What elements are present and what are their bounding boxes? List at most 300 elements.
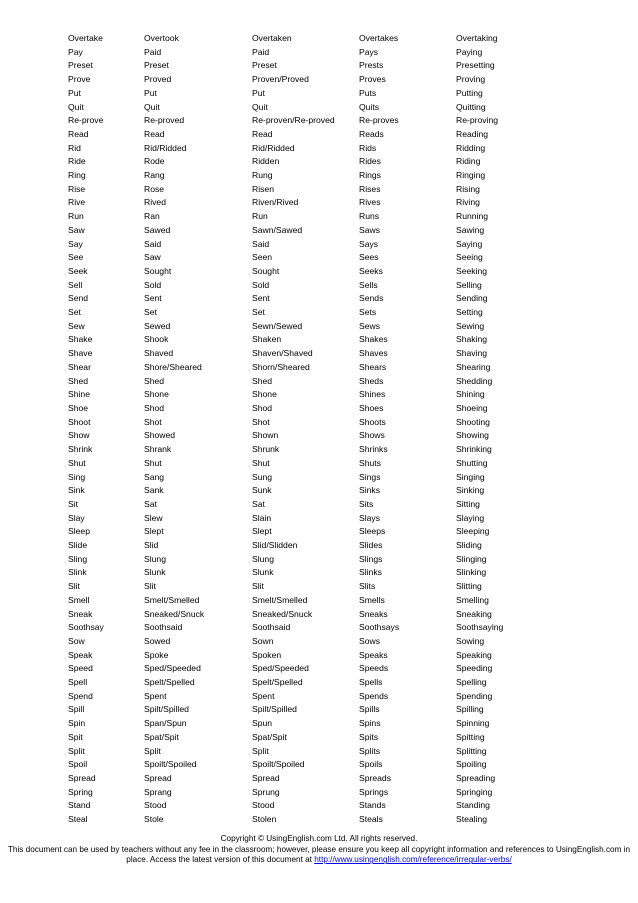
past-simple-cell: Sank	[144, 485, 164, 496]
third-person-cell: Springs	[359, 786, 389, 797]
base-form-cell: Quit	[68, 101, 84, 112]
base-form-cell: Spin	[68, 718, 86, 729]
third-person-cell: Sheds	[359, 375, 384, 386]
past-participle-cell: Preset	[252, 60, 277, 71]
past-simple-cell: Ran	[144, 211, 160, 222]
third-person-cell: Rises	[359, 183, 381, 194]
table-row	[68, 512, 546, 526]
past-simple-cell: Shot	[144, 416, 162, 427]
past-simple-cell: Said	[144, 238, 162, 249]
past-simple-cell: Paid	[144, 46, 162, 57]
third-person-cell: Rives	[359, 197, 381, 208]
past-participle-cell: Shed	[252, 375, 273, 386]
base-form-cell: Shine	[68, 389, 90, 400]
present-participle-cell: Shutting	[456, 457, 488, 468]
third-person-cell: Re-proves	[359, 115, 399, 126]
table-row	[68, 635, 546, 649]
present-participle-cell: Sowing	[456, 635, 485, 646]
past-participle-cell: Spat/Spit	[252, 731, 287, 742]
base-form-cell: Sow	[68, 635, 85, 646]
base-form-cell: Sell	[68, 279, 83, 290]
past-simple-cell: Set	[144, 307, 157, 318]
base-form-cell: Stand	[68, 800, 91, 811]
base-form-cell: Sew	[68, 320, 85, 331]
past-participle-cell: Overtaken	[252, 33, 292, 43]
third-person-cell: Overtakes	[359, 33, 399, 43]
base-form-cell: Put	[68, 87, 81, 98]
past-simple-cell: Sent	[144, 293, 162, 304]
past-participle-cell: Sat	[252, 498, 265, 509]
table-row	[68, 580, 546, 594]
table-row	[68, 279, 546, 293]
third-person-cell: Speaks	[359, 649, 388, 660]
past-simple-cell: Shed	[144, 375, 165, 386]
present-participle-cell: Seeking	[456, 265, 488, 276]
table-row	[68, 786, 546, 800]
third-person-cell: Sings	[359, 471, 381, 482]
past-participle-cell: Spoken	[252, 649, 282, 660]
base-form-cell: Spell	[68, 677, 88, 688]
base-form-cell: Speed	[68, 663, 93, 674]
usage-notice	[0, 845, 638, 866]
present-participle-cell: Speaking	[456, 649, 492, 660]
past-participle-cell: Slung	[252, 553, 274, 564]
third-person-cell: Spells	[359, 677, 383, 688]
base-form-cell: Rid	[68, 142, 81, 153]
past-simple-cell: Proved	[144, 74, 172, 85]
present-participle-cell: Proving	[456, 74, 486, 85]
present-participle-cell: Putting	[456, 87, 483, 98]
table-row	[68, 32, 546, 46]
past-simple-cell: Shut	[144, 457, 162, 468]
past-participle-cell: Shown	[252, 430, 279, 441]
past-participle-cell: Risen	[252, 183, 274, 194]
table-row	[68, 238, 546, 252]
third-person-cell: Sows	[359, 635, 381, 646]
base-form-cell: Saw	[68, 224, 85, 235]
past-simple-cell: Showed	[144, 430, 176, 441]
table-row	[68, 498, 546, 512]
present-participle-cell: Spilling	[456, 704, 484, 715]
third-person-cell: Slings	[359, 553, 383, 564]
table-row	[68, 292, 546, 306]
past-simple-cell: Spoke	[144, 649, 169, 660]
third-person-cell: Sneaks	[359, 608, 388, 619]
base-form-cell: Sing	[68, 471, 86, 482]
base-form-cell: Shrink	[68, 444, 93, 455]
present-participle-cell: Shining	[456, 389, 485, 400]
present-participle-cell: Sitting	[456, 498, 480, 509]
third-person-cell: Shines	[359, 389, 386, 400]
base-form-cell: Shed	[68, 375, 89, 386]
base-form-cell: Ride	[68, 156, 86, 167]
table-row	[68, 690, 546, 704]
present-participle-cell: Slinking	[456, 567, 487, 578]
base-form-cell: Rive	[68, 197, 86, 208]
third-person-cell: Shuts	[359, 457, 381, 468]
past-participle-cell: Rung	[252, 170, 273, 181]
past-simple-cell: Shaved	[144, 348, 174, 359]
present-participle-cell: Shooting	[456, 416, 490, 427]
base-form-cell: See	[68, 252, 84, 263]
table-row	[68, 484, 546, 498]
third-person-cell: Sends	[359, 293, 384, 304]
base-form-cell: Steal	[68, 814, 88, 825]
usage-notice-text: This document can be used by teachers without any fee in the classroom; however, please ensure you keep all copyright information and references to UsingEnglish.com in place. Access the latest version of this document at	[7, 844, 631, 865]
table-row	[68, 553, 546, 567]
past-participle-cell: Re-proven/Re-proved	[252, 115, 335, 126]
base-form-cell: Say	[68, 238, 83, 249]
present-participle-cell: Shoeing	[456, 402, 488, 413]
base-form-cell: Seek	[68, 265, 88, 276]
past-participle-cell: Sunk	[252, 485, 272, 496]
past-participle-cell: Sneaked/Snuck	[252, 608, 313, 619]
past-participle-cell: Soothsaid	[252, 622, 291, 633]
third-person-cell: Seeks	[359, 265, 383, 276]
past-participle-cell: Paid	[252, 46, 270, 57]
base-form-cell: Sling	[68, 553, 88, 564]
present-participle-cell: Stealing	[456, 814, 488, 825]
base-form-cell: Sneak	[68, 608, 93, 619]
present-participle-cell: Spinning	[456, 718, 490, 729]
past-simple-cell: Shod	[144, 402, 165, 413]
table-row	[68, 87, 546, 101]
past-participle-cell: Put	[252, 87, 265, 98]
table-row	[68, 347, 546, 361]
third-person-cell: Soothsays	[359, 622, 400, 633]
third-person-cell: Sinks	[359, 485, 381, 496]
present-participle-cell: Shedding	[456, 375, 493, 386]
past-participle-cell: Split	[252, 745, 269, 756]
base-form-cell: Soothsay	[68, 622, 104, 633]
present-participle-cell: Shaking	[456, 334, 488, 345]
table-row	[68, 676, 546, 690]
table-row	[68, 210, 546, 224]
past-participle-cell: Quit	[252, 101, 268, 112]
third-person-cell: Prests	[359, 60, 384, 71]
past-participle-cell: Shod	[252, 402, 273, 413]
table-row	[68, 703, 546, 717]
present-participle-cell: Running	[456, 211, 489, 222]
past-simple-cell: Split	[144, 745, 161, 756]
present-participle-cell: Presetting	[456, 60, 495, 71]
base-form-cell: Slink	[68, 567, 87, 578]
past-simple-cell: Slung	[144, 553, 166, 564]
table-row	[68, 539, 546, 553]
table-row	[68, 813, 546, 827]
past-participle-cell: Riven/Rived	[252, 197, 299, 208]
table-row	[68, 621, 546, 635]
past-simple-cell: Smelt/Smelled	[144, 594, 200, 605]
third-person-cell: Splits	[359, 745, 381, 756]
third-person-cell: Quits	[359, 101, 380, 112]
past-simple-cell: Span/Spun	[144, 718, 187, 729]
third-person-cell: Shears	[359, 361, 387, 372]
third-person-cell: Puts	[359, 87, 377, 98]
present-participle-cell: Sinking	[456, 485, 485, 496]
table-row	[68, 46, 546, 60]
past-simple-cell: Spilt/Spilled	[144, 704, 189, 715]
past-participle-cell: Spun	[252, 718, 273, 729]
past-simple-cell: Saw	[144, 252, 161, 263]
present-participle-cell: Quitting	[456, 101, 486, 112]
base-form-cell: Sit	[68, 498, 79, 509]
present-participle-cell: Smelling	[456, 594, 489, 605]
past-participle-cell: Shorn/Sheared	[252, 361, 310, 372]
past-participle-cell: Slain	[252, 512, 272, 523]
base-form-cell: Spill	[68, 704, 85, 715]
table-row	[68, 416, 546, 430]
past-simple-cell: Sowed	[144, 635, 171, 646]
past-simple-cell: Spent	[144, 690, 167, 701]
table-row	[68, 799, 546, 813]
present-participle-cell: Ringing	[456, 170, 486, 181]
present-participle-cell: Spending	[456, 690, 493, 701]
past-simple-cell: Slid	[144, 540, 159, 551]
table-row	[68, 59, 546, 73]
past-simple-cell: Sped/Speeded	[144, 663, 201, 674]
past-simple-cell: Stood	[144, 800, 167, 811]
third-person-cell: Sells	[359, 279, 378, 290]
present-participle-cell: Ridding	[456, 142, 486, 153]
present-participle-cell: Shaving	[456, 348, 488, 359]
past-simple-cell: Slit	[144, 581, 156, 592]
third-person-cell: Steals	[359, 814, 383, 825]
present-participle-cell: Selling	[456, 279, 482, 290]
past-simple-cell: Soothsaid	[144, 622, 183, 633]
past-participle-cell: Set	[252, 307, 265, 318]
past-simple-cell: Rose	[144, 183, 165, 194]
past-participle-cell: Sold	[252, 279, 270, 290]
past-participle-cell: Shaven/Shaved	[252, 348, 313, 359]
base-form-cell: Spoil	[68, 759, 88, 770]
past-participle-cell: Sped/Speeded	[252, 663, 309, 674]
document-link[interactable]: http://www.usingenglish.com/reference/irregular-verbs/	[314, 855, 512, 865]
third-person-cell: Slides	[359, 540, 383, 551]
table-row	[68, 155, 546, 169]
past-participle-cell: Sown	[252, 635, 274, 646]
table-row	[68, 333, 546, 347]
present-participle-cell: Overtaking	[456, 33, 498, 43]
third-person-cell: Slits	[359, 581, 376, 592]
past-participle-cell: Stolen	[252, 814, 277, 825]
base-form-cell: Sleep	[68, 526, 90, 537]
present-participle-cell: Spoiling	[456, 759, 487, 770]
base-form-cell: Speak	[68, 649, 93, 660]
present-participle-cell: Rising	[456, 183, 480, 194]
past-simple-cell: Sneaked/Snuck	[144, 608, 205, 619]
present-participle-cell: Seeing	[456, 252, 483, 263]
present-participle-cell: Sleeping	[456, 526, 490, 537]
table-row	[68, 265, 546, 279]
base-form-cell: Shear	[68, 361, 91, 372]
third-person-cell: Stands	[359, 800, 386, 811]
table-row	[68, 114, 546, 128]
past-participle-cell: Seen	[252, 252, 273, 263]
past-simple-cell: Re-proved	[144, 115, 185, 126]
third-person-cell: Spins	[359, 718, 381, 729]
table-row	[68, 375, 546, 389]
base-form-cell: Shut	[68, 457, 86, 468]
third-person-cell: Shows	[359, 430, 385, 441]
base-form-cell: Sink	[68, 485, 85, 496]
table-row	[68, 429, 546, 443]
third-person-cell: Shakes	[359, 334, 388, 345]
third-person-cell: Spoils	[359, 759, 383, 770]
present-participle-cell: Slitting	[456, 581, 482, 592]
third-person-cell: Rings	[359, 170, 381, 181]
base-form-cell: Rise	[68, 183, 86, 194]
past-participle-cell: Sprung	[252, 786, 280, 797]
base-form-cell: Slide	[68, 540, 88, 551]
past-simple-cell: Slew	[144, 512, 163, 523]
past-simple-cell: Quit	[144, 101, 160, 112]
past-participle-cell: Proven/Proved	[252, 74, 309, 85]
past-participle-cell: Slunk	[252, 567, 274, 578]
third-person-cell: Slays	[359, 512, 381, 523]
footer	[0, 834, 638, 866]
third-person-cell: Shaves	[359, 348, 388, 359]
base-form-cell: Spring	[68, 786, 93, 797]
past-simple-cell: Rode	[144, 156, 165, 167]
past-simple-cell: Read	[144, 128, 165, 139]
past-participle-cell: Rid/Ridded	[252, 142, 295, 153]
past-participle-cell: Spoilt/Spoiled	[252, 759, 305, 770]
present-participle-cell: Shrinking	[456, 444, 492, 455]
third-person-cell: Saws	[359, 224, 381, 235]
third-person-cell: Runs	[359, 211, 380, 222]
table-row	[68, 183, 546, 197]
table-row	[68, 731, 546, 745]
third-person-cell: Spreads	[359, 772, 392, 783]
third-person-cell: Sees	[359, 252, 379, 263]
present-participle-cell: Setting	[456, 307, 483, 318]
base-form-cell: Shoot	[68, 416, 91, 427]
present-participle-cell: Spitting	[456, 731, 485, 742]
table-row	[68, 73, 546, 87]
base-form-cell: Set	[68, 307, 81, 318]
base-form-cell: Slit	[68, 581, 80, 592]
table-row	[68, 402, 546, 416]
irregular-verbs-table	[68, 32, 546, 827]
third-person-cell: Sews	[359, 320, 381, 331]
third-person-cell: Spits	[359, 731, 379, 742]
third-person-cell: Speeds	[359, 663, 389, 674]
base-form-cell: Split	[68, 745, 85, 756]
present-participle-cell: Standing	[456, 800, 490, 811]
base-form-cell: Prove	[68, 74, 91, 85]
base-form-cell: Slay	[68, 512, 85, 523]
past-simple-cell: Spread	[144, 772, 172, 783]
base-form-cell: Run	[68, 211, 84, 222]
table-row	[68, 306, 546, 320]
past-simple-cell: Sang	[144, 471, 165, 482]
past-simple-cell: Sawed	[144, 224, 171, 235]
base-form-cell: Spread	[68, 772, 96, 783]
past-participle-cell: Slept	[252, 526, 272, 537]
third-person-cell: Sets	[359, 307, 377, 318]
table-row	[68, 361, 546, 375]
third-person-cell: Pays	[359, 46, 379, 57]
past-participle-cell: Shot	[252, 416, 270, 427]
third-person-cell: Slinks	[359, 567, 382, 578]
base-form-cell: Overtake	[68, 33, 103, 43]
past-simple-cell: Sewed	[144, 320, 171, 331]
past-participle-cell: Sawn/Sawed	[252, 224, 303, 235]
table-row	[68, 388, 546, 402]
third-person-cell: Shoots	[359, 416, 386, 427]
past-simple-cell: Slept	[144, 526, 164, 537]
past-simple-cell: Rived	[144, 197, 166, 208]
table-row	[68, 772, 546, 786]
present-participle-cell: Speeding	[456, 663, 493, 674]
present-participle-cell: Sewing	[456, 320, 485, 331]
present-participle-cell: Singing	[456, 471, 485, 482]
table-row	[68, 649, 546, 663]
present-participle-cell: Saying	[456, 238, 483, 249]
past-simple-cell: Sold	[144, 279, 162, 290]
table-row	[68, 443, 546, 457]
present-participle-cell: Slinging	[456, 553, 487, 564]
table-row	[68, 224, 546, 238]
past-participle-cell: Shrunk	[252, 444, 280, 455]
table-row	[68, 758, 546, 772]
past-simple-cell: Preset	[144, 60, 169, 71]
present-participle-cell: Spelling	[456, 677, 487, 688]
table-row	[68, 196, 546, 210]
past-simple-cell: Stole	[144, 814, 164, 825]
past-participle-cell: Read	[252, 128, 273, 139]
table-row	[68, 128, 546, 142]
past-participle-cell: Ridden	[252, 156, 280, 167]
table-row	[68, 142, 546, 156]
past-participle-cell: Spelt/Spelled	[252, 677, 303, 688]
present-participle-cell: Splitting	[456, 745, 487, 756]
base-form-cell: Re-prove	[68, 115, 104, 126]
present-participle-cell: Showing	[456, 430, 489, 441]
past-participle-cell: Run	[252, 211, 268, 222]
table-row	[68, 471, 546, 485]
present-participle-cell: Shearing	[456, 361, 491, 372]
base-form-cell: Preset	[68, 60, 93, 71]
base-form-cell: Shave	[68, 348, 93, 359]
present-participle-cell: Riding	[456, 156, 481, 167]
table-row	[68, 169, 546, 183]
base-form-cell: Shake	[68, 334, 93, 345]
present-participle-cell: Riving	[456, 197, 480, 208]
past-participle-cell: Smelt/Smelled	[252, 594, 308, 605]
past-simple-cell: Sought	[144, 265, 172, 276]
table-row	[68, 608, 546, 622]
base-form-cell: Ring	[68, 170, 86, 181]
third-person-cell: Sleeps	[359, 526, 386, 537]
table-row	[68, 457, 546, 471]
past-participle-cell: Slit	[252, 581, 264, 592]
past-participle-cell: Sent	[252, 293, 270, 304]
past-participle-cell: Sung	[252, 471, 273, 482]
present-participle-cell: Sneaking	[456, 608, 492, 619]
third-person-cell: Proves	[359, 74, 386, 85]
present-participle-cell: Sending	[456, 293, 488, 304]
base-form-cell: Spend	[68, 690, 93, 701]
table-row	[68, 320, 546, 334]
past-participle-cell: Spent	[252, 690, 275, 701]
past-simple-cell: Spelt/Spelled	[144, 677, 195, 688]
table-row	[68, 101, 546, 115]
table-row	[68, 566, 546, 580]
third-person-cell: Shoes	[359, 402, 384, 413]
past-participle-cell: Sought	[252, 265, 280, 276]
